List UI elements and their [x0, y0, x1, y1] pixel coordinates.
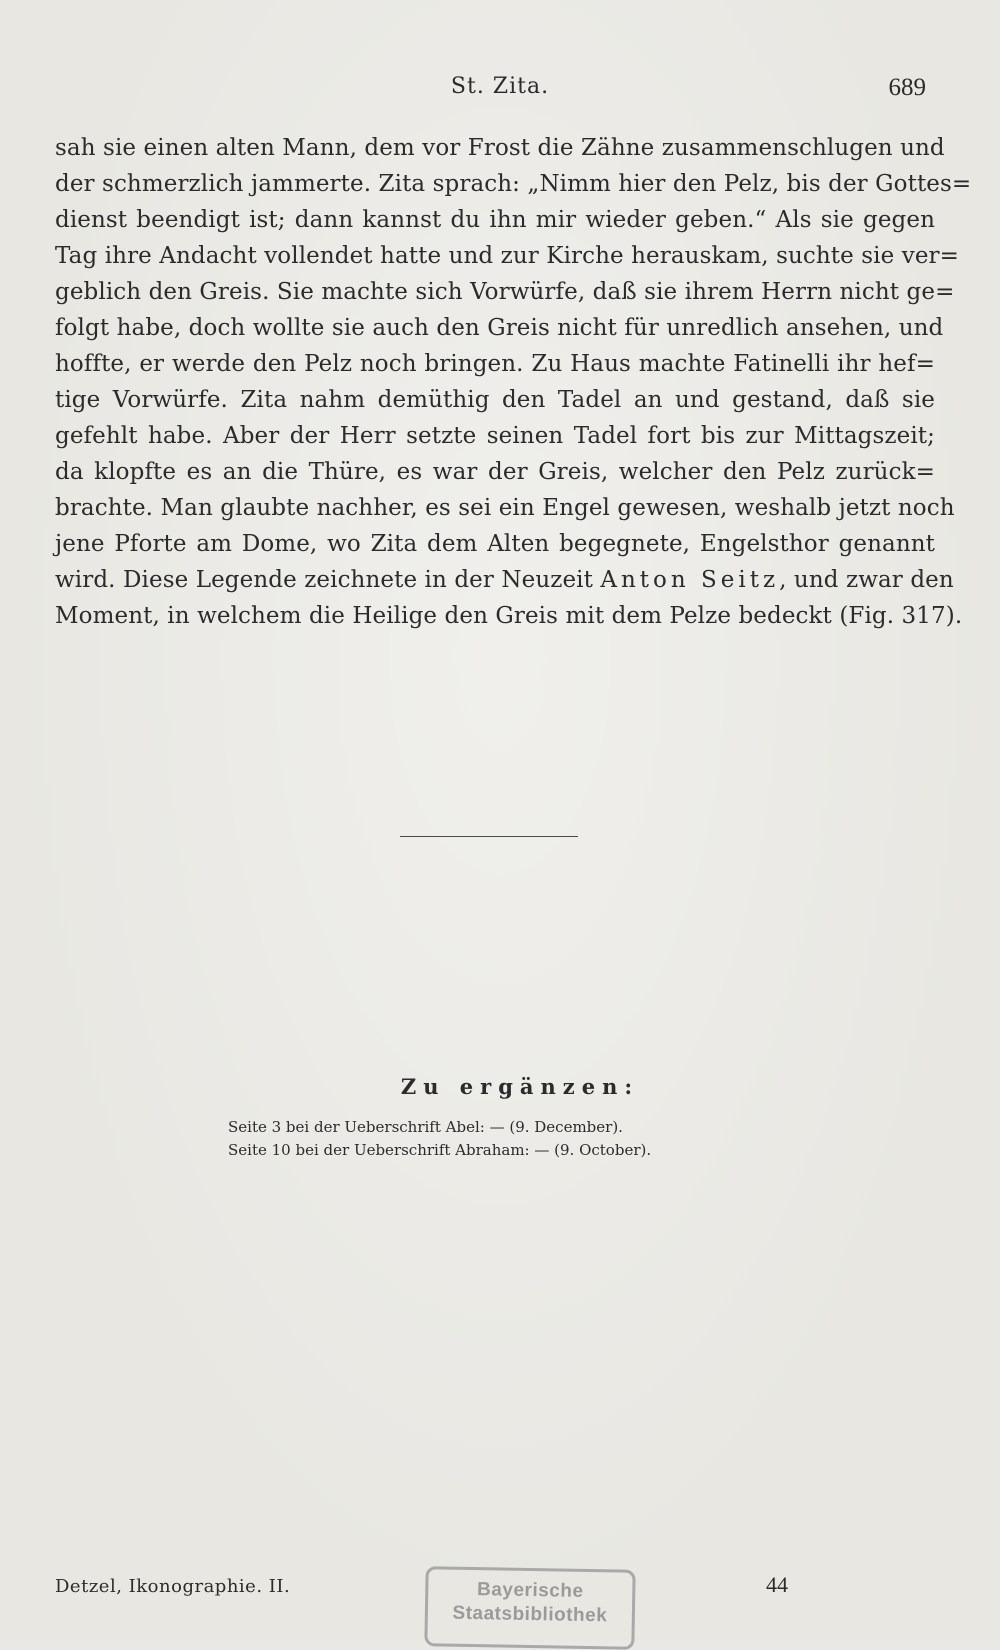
text-line: geblich den Greis. Sie machte sich Vorwürfe, daß sie ihrem Herrn nicht ge= — [55, 279, 955, 305]
text-segment: , und zwar den — [779, 567, 954, 593]
footer-signature: Detzel, Ikonographie. II. — [55, 1576, 291, 1597]
running-head — [0, 74, 1000, 114]
addendum-list — [228, 1116, 828, 1162]
text-segment: wird. Diese Legende zeichnete in der Neuzeit — [55, 567, 601, 593]
text-line: der schmerzlich jammerte. Zita sprach: „Nimm hier den Pelz, bis der Gottes= — [55, 171, 972, 197]
library-stamp — [424, 1566, 635, 1650]
body-text — [55, 130, 972, 634]
text-line: gefehlt habe. Aber der Herr setzte seinen Tadel fort bis zur Mittagszeit; — [55, 423, 935, 449]
text-line: da klopfte es an die Thüre, es war der Greis, welcher den Pelz zurück= — [55, 459, 935, 485]
addendum-heading: Zu ergänzen: — [400, 1074, 640, 1099]
running-title: St. Zita. — [450, 74, 550, 99]
text-line: dienst beendigt ist; dann kannst du ihn mir wieder geben.“ Als sie gegen — [55, 207, 935, 233]
text-line: hoffte, er werde den Pelz noch bringen. Zu Haus machte Fatinelli ihr hef= — [55, 351, 935, 377]
text-line: tige Vorwürfe. Zita nahm demüthig den Tadel an und gestand, daß sie — [55, 387, 935, 413]
addendum-section — [0, 1074, 1000, 1159]
addendum-item: Seite 3 bei der Ueberschrift Abel: — (9. December). — [228, 1118, 623, 1136]
stamp-text: Staatsbibliothek — [452, 1602, 608, 1627]
text-line — [55, 562, 954, 598]
text-line: brachte. Man glaubte nachher, es sei ein Engel gewesen, weshalb jetzt noch — [55, 495, 955, 521]
page-number: 689 — [888, 74, 926, 101]
text-line: jene Pforte am Dome, wo Zita dem Alten begegnete, Engelsthor genannt — [55, 531, 935, 557]
text-line: Tag ihre Andacht vollendet hatte und zur Kirche herauskam, suchte sie ver= — [55, 243, 959, 269]
sheet-number: 44 — [766, 1572, 788, 1597]
artist-name: Anton Seitz — [600, 567, 780, 593]
text-line: sah sie einen alten Mann, dem vor Frost die Zähne zusammenschlugen und — [55, 135, 945, 161]
text-line: Moment, in welchem die Heilige den Greis mit dem Pelze bedeckt (Fig. 317). — [55, 603, 963, 629]
text-line: folgt habe, doch wollte sie auch den Greis nicht für unredlich ansehen, und — [55, 315, 944, 341]
section-divider — [400, 836, 578, 837]
stamp-text: Bayerische — [476, 1579, 584, 1602]
addendum-item: Seite 10 bei der Ueberschrift Abraham: — (9. October). — [228, 1141, 652, 1159]
